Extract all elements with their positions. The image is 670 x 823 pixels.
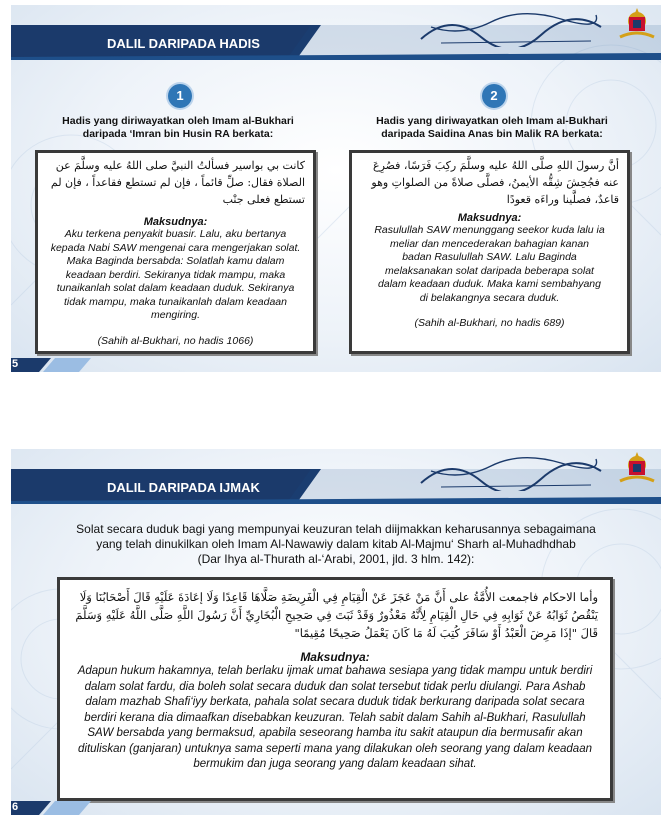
column-heading-1-line2: daripada ‘Imran bin Husin RA berkata:: [82, 128, 274, 140]
meaning-text-ijmak: Adapun hukum hakamnya, telah berlaku ijmak umat bahawa sesiapa yang tidak mampu untuk berdiri dalam solat fardu, dia boleh solat secara duduk dan solat tersebut tidak perlu diulangi. Para Ashab dalam mazhab Shafi‘iyy berkata, pahala solat secara duduk tidak berkurang daripada solat secara berdiri kerana dia dimaafkan disebabkan keuzuran. Telah sabit dalam Sahih al-Bukhari, Rasulullah SAW bersabda yang bermaksud, apabila seseorang hamba itu sakit ataupun dia bermusafir akan dituliskan (ganjaran) untuknya sama seperti mana yang dilakukan oleh seorang yang dalam keadaan bermukim dan juga seorang yang dalam keadaan sihat.: [77, 665, 593, 770]
slide-title: DALIL DARIPADA IJMAK: [107, 480, 260, 495]
column-heading-2: [352, 115, 632, 141]
intro-paragraph: [51, 522, 621, 567]
hadis-box-1: [35, 150, 316, 354]
ijmak-box: [57, 577, 613, 801]
column-heading-2-line2: daripada Saidina Anas bin Malik RA berkata:: [381, 128, 603, 140]
title-bar: [11, 449, 661, 504]
source-citation-1: (Sahih al-Bukhari, no hadis 1066): [97, 334, 254, 347]
maksudnya-label-ijmak: Maksudnya:: [300, 650, 370, 664]
majlis-calligraphy-logo: [411, 7, 611, 47]
maksudnya-label-1: Maksudnya:: [143, 216, 208, 228]
slide-dalil-hadis: [11, 5, 661, 372]
hadis-box-2: [349, 150, 630, 354]
meaning-text-2: Rasulullah SAW menunggang seekor kuda lalu ia meliar dan mencederakan bahagian kanan badan Rasulullah SAW. Lalu Baginda melaksanakan solat daripada beberapa solat dalam keadaan duduk. Maka kami sembahyang di belakangnya secara duduk.: [374, 224, 605, 304]
intro-line-2: yang telah dinukilkan oleh Imam Al-Nawawiy dalam kitab Al-Majmu‘ Sharh al-Muhadhdhab: [96, 537, 576, 551]
page-number: 5: [12, 358, 19, 370]
title-bar: [11, 5, 661, 60]
number-badge-1: 1: [168, 84, 192, 108]
slide-dalil-ijmak: [11, 449, 661, 815]
intro-line-1: Solat secara duduk bagi yang mempunyai keuzuran telah diijmakkan keharusannya sebagaimana: [76, 522, 596, 536]
slide-title: DALIL DARIPADA HADIS: [107, 36, 260, 51]
page-number: 6: [12, 801, 19, 813]
jata-negara-crest-icon: [617, 7, 657, 43]
column-heading-1-line1: Hadis yang diriwayatkan oleh Imam al-Bukhari: [62, 115, 294, 127]
source-citation-2: (Sahih al-Bukhari, no hadis 689): [414, 317, 565, 329]
meaning-text-1: Aku terkena penyakit buasir. Lalu, aku bertanya kepada Nabi SAW mengenai cara mengerjakan solat. Maka Baginda bersabda: Solatlah kamu dalam keadaan berdiri. Sekiranya tidak mampu, maka tunaikanlah solat dalam keadaan duduk. Sekiranya tidak mampu, maka tunaikanlah dalam keadaan mengiring.: [50, 228, 301, 321]
jata-negara-crest-icon: [617, 451, 657, 487]
arabic-text-ijmak: وأما الاحكام فاجمعت الأُمَّةُ على أَنَّ مَنْ عَجَزَ عَنْ الْقِيَامِ فِي الْفَرِيضَةِ صَلَّاهَا قَاعِدًا وَلَا إعَادَةَ عَلَيْهِ قَالَ أَصْحَابُنَا وَلَا يَنْقُصُ ثَوَابُهُ عَنْ ثَوَابِهِ فِي حَالِ الْقِيَامِ لِأَنَّهُ مَعْذُورٌ وَقَدْ ثَبَتَ فِي صَحِيحِ الْبُخَارِيِّ أَنَّ رَسُولَ اللَّهِ صَلَّى اللَّهُ عَلَيْهِ وَسَلَّمَ قَالَ "إذَا مَرِضَ الْعَبْدُ أَوْ سَافَرَ كُتِبَ لَهُ مَا كَانَ يَعْمَلُ صَحِيحًا مُقِيمًا": [75, 590, 598, 640]
arabic-text-2: أنَّ رسولَ اللهِ صلَّى اللهُ عليه وسلَّمَ ركِبَ فَرَسًا، فصُرِعَ عنه فجُحِشَ شِقُّه الأيمنُ، فصلَّى صلاةً من الصلواتِ وهو قاعدٌ، فصلَّينا وراءَه قعودًا: [371, 159, 619, 206]
footer-stripe: [11, 358, 661, 372]
footer-stripe: [11, 801, 661, 815]
intro-line-3: (Dar Ihya al-Thurath al-‘Arabi, 2001, jld. 3 hlm. 142):: [197, 552, 475, 566]
column-heading-2-line1: Hadis yang diriwayatkan oleh Imam al-Bukhari: [376, 115, 608, 127]
column-heading-1: [38, 115, 318, 141]
arabic-text-1: كانت بي بواسير فسألتُ النبيَّ صلى اللهُ عليه وسلَّمَ عن الصلاة فقال: صلِّ قائماً ، فإن لم تستطع فقاعداً ، فإن لم تستطع فعلى جنْب: [50, 159, 305, 206]
number-badge-2: 2: [482, 84, 506, 108]
majlis-calligraphy-logo: [411, 451, 611, 491]
maksudnya-label-2: Maksudnya:: [457, 212, 522, 224]
